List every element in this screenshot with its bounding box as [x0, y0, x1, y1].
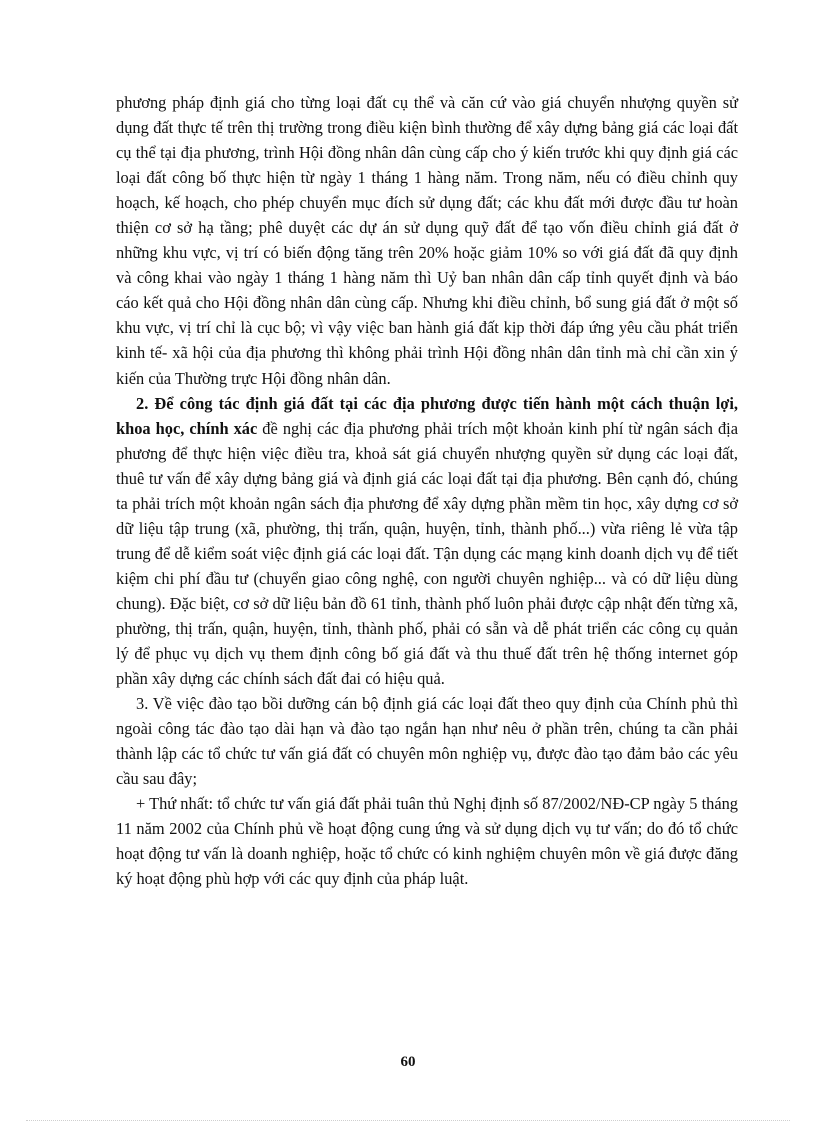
paragraph-2-bold-lead: 2. Để công tác định giá đất tại các địa phương được tiến hành một cách thuận lợi, khoa học, chính xác [116, 393, 738, 438]
paragraph-2-local-pricing [116, 391, 738, 692]
footer-dotted-rule [26, 1120, 790, 1121]
paragraph-3-training: 3. Về việc đào tạo bồi dưỡng cán bộ định giá các loại đất theo quy định của Chính phủ thì ngoài công tác đào tạo dài hạn và đào tạo ngắn hạn như nêu ở phần trên, chúng ta cần phải thành lập các tổ chức tư vấn giá đất có chuyên môn nghiệp vụ, được đào tạo đảm bảo các yêu cầu sau đây; [116, 694, 738, 789]
page-number: 60 [400, 1054, 416, 1070]
paragraph-pricing-method: phương pháp định giá cho từng loại đất cụ thể và căn cứ vào giá chuyển nhượng quyền sử dụng đất thực tế trên thị trường trong điều kiện bình thường để xây dựng bảng giá các loại đất cụ thể tại địa phương, trình Hội đồng nhân dân cùng cấp cho ý kiến trước khi quy định giá các loại đất công bố thực hiện từ ngày 1 tháng 1 hàng năm. Trong năm, nếu có điều chỉnh quy hoạch, kế hoạch, cho phép chuyển mục đích sử dụng đất; các khu đất mới được đầu tư hoàn thiện cơ sở hạ tầng; phê duyệt các dự án sử dụng quỹ đất để tạo vốn điều chỉnh giá đất ở những khu vực, vị trí có biến động tăng trên 20% hoặc giảm 10% so với giá đất đã quy định và công khai vào ngày 1 tháng 1 hàng năm thì Uỷ ban nhân dân cấp tỉnh quyết định và báo cáo kết quả cho Hội đồng nhân dân cùng cấp. Nhưng khi điều chỉnh, bổ sung giá đất ở một số khu vực, vị trí chỉ là cục bộ; vì vậy việc ban hành giá đất kịp thời đáp ứng yêu cầu phát triển kinh tế- xã hội của địa phương thì không phải trình Hội đồng nhân dân tỉnh mà chỉ cần xin ý kiến của Thường trực Hội đồng nhân dân. [116, 93, 738, 388]
paragraph-first-requirement: + Thứ nhất: tổ chức tư vấn giá đất phải tuân thủ Nghị định số 87/2002/NĐ-CP ngày 5 tháng 11 năm 2002 của Chính phủ về hoạt động cung ứng và sử dụng dịch vụ tư vấn; do đó tổ chức hoạt động tư vấn là doanh nghiệp, hoặc tổ chức có kinh nghiệm chuyên môn về giá được đăng ký hoạt động phù hợp với các quy định của pháp luật. [116, 794, 738, 889]
document-page [116, 90, 738, 892]
paragraph-2-body: đề nghị các địa phương phải trích một khoản kinh phí từ ngân sách địa phương để thực hiện việc điều tra, khoả sát giá chuyển nhượng quyền sử dụng các loại đất, thuê tư vấn để xây dựng bảng giá và định giá các loại đất tại địa phương. Bên cạnh đó, chúng ta phải trích một khoản ngân sách địa phương để xây dựng phần mềm tin học, xây dựng cơ sở dữ liệu tập trung (xã, phường, thị trấn, quận, huyện, tỉnh, thành phố...) vừa riêng lẻ vừa tập trung để dễ kiểm soát việc định giá các loại đất. Tận dụng các mạng kinh doanh dịch vụ để tiết kiệm chi phí đầu tư (chuyển giao công nghệ, con người chuyên nghiệp... và có dữ liệu dùng chung). Đặc biệt, cơ sở dữ liệu bản đồ 61 tỉnh, thành phố luôn phải được cập nhật đến từng xã, phường, thị trấn, quận, huyện, tỉnh, thành phố, phải có sẵn và dễ phát triển các công cụ quản lý để phục vụ dịch vụ them định công bố giá đất và thu thuế đất trên hệ thống internet góp phần xây dựng các chính sách đất đai có hiệu quả. [116, 418, 738, 689]
